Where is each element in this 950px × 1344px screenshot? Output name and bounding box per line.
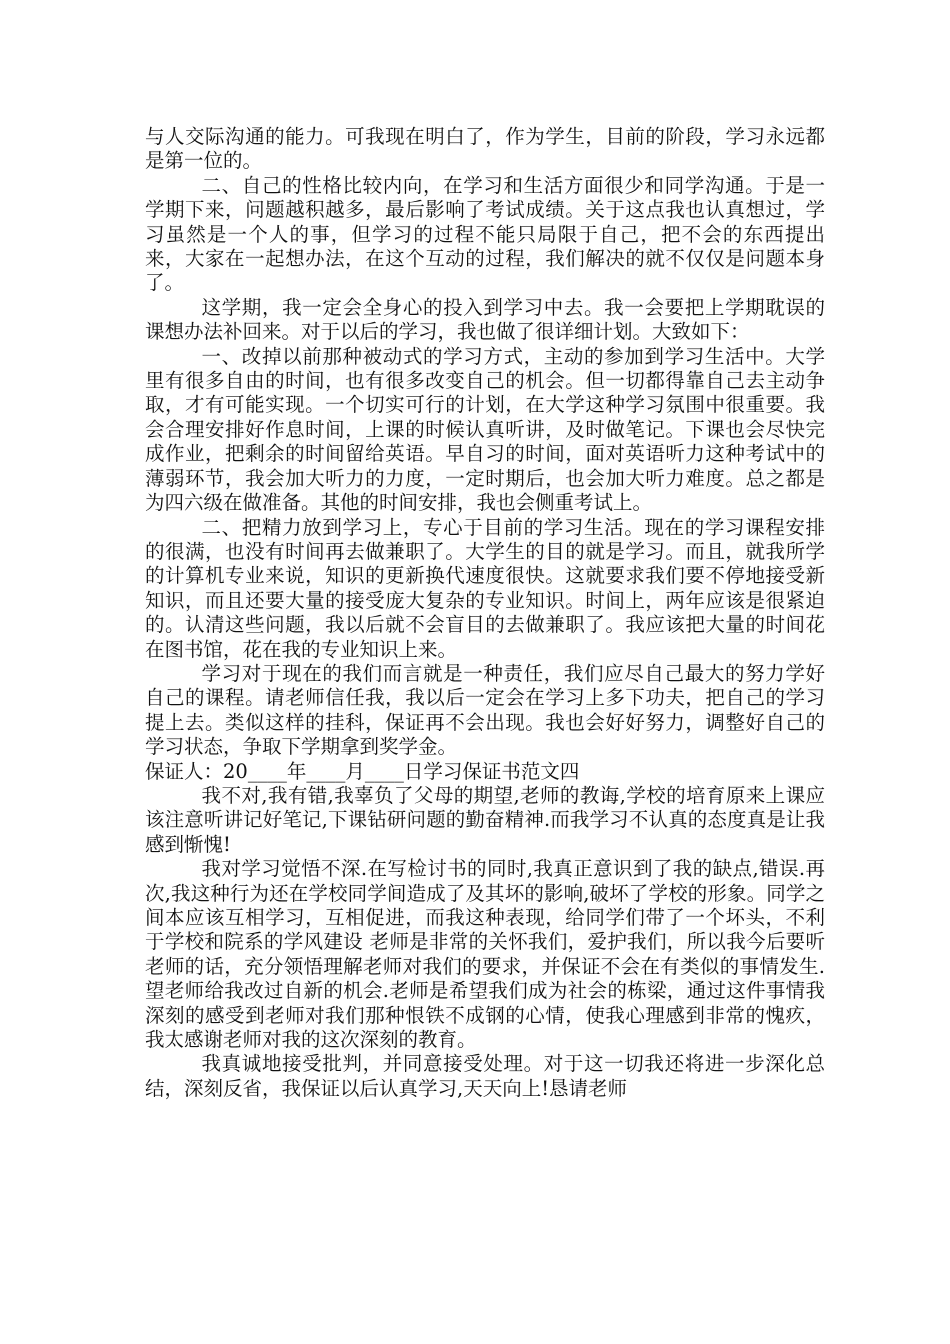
paragraph-acceptance: 我真诚地接受批判，并同意接受处理。对于这一切我还将进一步深化总结，深刻反省，我保证以后认真学习,天天向上!恳请老师 — [145, 1052, 825, 1100]
paragraph-apology: 我不对,我有错,我辜负了父母的期望,老师的教诲,学校的培育原来上课应该注意听讲记好笔记,下课钻研问题的勤奋精神.而我学习不认真的态度真是让我感到惭愧! — [145, 783, 825, 856]
paragraph-plan-one: 一、改掉以前那种被动式的学习方式，主动的参加到学习生活中。大学里有很多自由的时间，也有很多改变自己的机会。但一切都得靠自己去主动争取，才有可能实现。一个切实可行的计划，在大学这种学习氛围中很重要。我会合理安排好作息时间，上课的时候认真听讲，及时做笔记。下课也会尽快完成作业，把剩余的时间留给英语。早自习的时间，面对英语听力这种考试中的薄弱环节，我会加大听力的力度，一定时期后，也会加大听力难度。总之都是为四六级在做准备。其他的时间安排，我也会侧重考试上。 — [145, 344, 825, 515]
paragraph-continuation: 与人交际沟通的能力。可我现在明白了，作为学生，目前的阶段，学习永远都是第一位的。 — [145, 125, 825, 173]
document-body — [145, 125, 825, 1101]
paragraph-personality: 二、自己的性格比较内向，在学习和生活方面很少和同学沟通。于是一学期下来，问题越积越多，最后影响了考试成绩。关于这点我也认真想过，学习虽然是一个人的事，但学习的过程不能只局限于自己，把不会的东西提出来，大家在一起想办法，在这个互动的过程，我们解决的就不仅仅是问题本身了。 — [145, 173, 825, 295]
paragraph-plan-intro: 这学期，我一定会全身心的投入到学习中去。我一会要把上学期耽误的课想办法补回来。对于以后的学习，我也做了很详细计划。大致如下： — [145, 295, 825, 344]
paragraph-awareness: 我对学习觉悟不深.在写检讨书的同时,我真正意识到了我的缺点,错误.再次,我这种行为还在学校同学间造成了及其坏的影响,破坏了学校的形象。同学之间本应该互相学习，互相促进，而我这种表现，给同学们带了一个坏头，不利于学校和院系的学风建设 老师是非常的关怀我们，爱护我们，所以我今后要听老师的话，充分领悟理解老师对我们的要求，并保证不会在有类似的事情发生.望老师给我改过自新的机会.老师是希望我们成为社会的栋梁，通过这件事情我深刻的感受到老师对我们那种恨铁不成钢的心情，使我心理感到非常的愧疚，我太感谢老师对我的这次深刻的教育。 — [145, 857, 825, 1052]
paragraph-plan-two: 二、把精力放到学习上，专心于目前的学习生活。现在的学习课程安排的很满，也没有时间再去做兼职了。大学生的目的就是学习。而且，就我所学的计算机专业来说，知识的更新换代速度很快。这就要求我们要不停地接受新知识，而且还要大量的接受庞大复杂的专业知识。时间上，两年应该是很紧迫的。认清这些问题，我以后就不会盲目的去做兼职了。我应该把大量的时间花在图书馆，花在我的专业知识上来。 — [145, 515, 825, 661]
guarantor-line: 保证人：20____年____月____日学习保证书范文四 — [145, 759, 580, 783]
paragraph-responsibility: 学习对于现在的我们而言就是一种责任，我们应尽自己最大的努力学好自己的课程。请老师信任我，我以后一定会在学习上多下功夫，把自己的学习提上去。类似这样的挂科，保证再不会出现。我也会好好努力，调整好自己的学习状态，争取下学期拿到奖学金。 — [145, 661, 825, 759]
